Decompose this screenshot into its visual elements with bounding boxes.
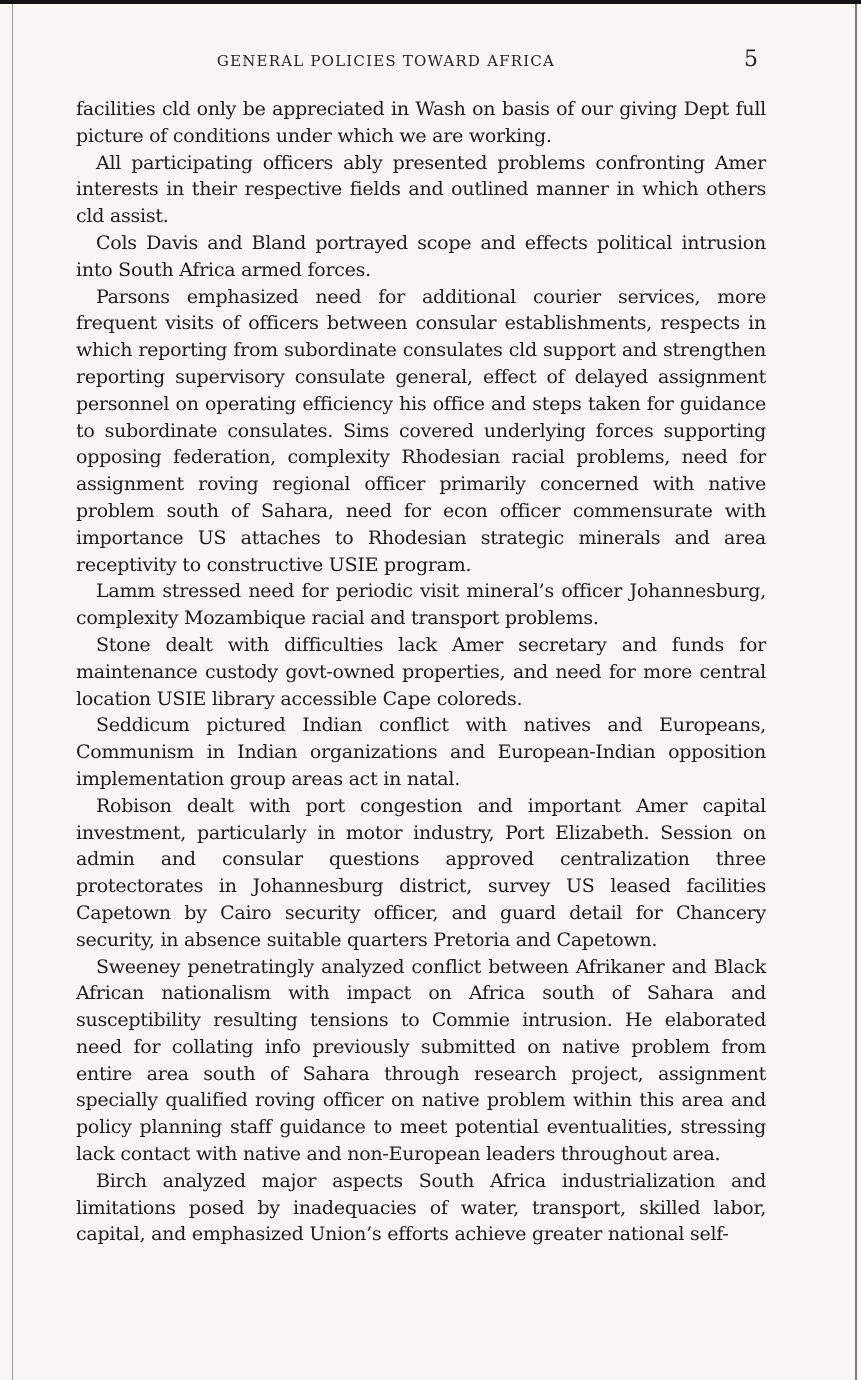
- page-header: [76, 47, 766, 94]
- top-border: [0, 0, 861, 4]
- running-head: GENERAL POLICIES TOWARD AFRICA: [216, 52, 556, 70]
- paragraph-9: Sweeney penetratingly analyzed conflict between Afrikaner and Black African nationalism with impact on Africa south of Sahara and susceptibility resulting tensions to Commie intrusion. He elaborated need for collating info previously submitted on native problem from entire area south of Sahara through research project, assignment specially qualified roving officer on native problem within this area and policy planning staff guidance to meet potential eventualities, stressing lack contact with native and non-European leaders throughout area.: [76, 955, 766, 1166]
- paragraph-7: Seddicum pictured Indian conflict with natives and Europeans, Communism in Indian organizations and European-Indian opposition implementation group areas act in natal.: [76, 714, 766, 790]
- page-number: 5: [744, 47, 758, 72]
- paragraph-2: All participating officers ably presented problems confronting Amer interests in their respective fields and outlined manner in which others cld assist.: [76, 151, 766, 228]
- paragraph-8: Robison dealt with port congestion and important Amer capital investment, particularly in motor industry, Port Elizabeth. Session on admin and consular questions approved centralization three protectorates in Johannesburg district, survey US leased facilities Capetown by Cairo security officer, and guard detail for Chancery security, in absence suitable quarters Pretoria and Capetown.: [76, 794, 766, 951]
- paragraph-6: Stone dealt with difficulties lack Amer secretary and funds for maintenance custody govt-owned properties, and need for more central location USIE library accessible Cape coloreds.: [76, 633, 766, 710]
- right-page-edge: [855, 4, 857, 1380]
- left-page-edge: [12, 4, 13, 1380]
- body-text: [76, 96, 766, 1248]
- paragraph-5: Lamm stressed need for periodic visit mineral’s officer Johannesburg, complexity Mozambique racial and transport problems.: [76, 580, 766, 630]
- paragraph-4: Parsons emphasized need for additional courier services, more frequent visits of officers between consular establishments, respects in which reporting from subordinate consulates cld support and strengthen reporting supervisory consulate general, effect of delayed assignment personnel on operating efficiency his office and steps taken for guidance to subordinate consulates. Sims covered underlying forces supporting opposing federation, complexity Rhodesian racial problems, need for assignment roving regional officer primarily concerned with native problem south of Sahara, need for econ officer commensurate with importance US attaches to Rhodesian strategic minerals and area receptivity to constructive USIE program.: [76, 285, 766, 576]
- paragraph-3: Cols Davis and Bland portrayed scope and effects political intrusion into South Africa armed forces.: [76, 231, 766, 281]
- paragraph-10: Birch analyzed major aspects South Africa industrialization and limitations posed by inadequacies of water, transport, skilled labor, capital, and emphasized Union’s efforts achieve greater national self-: [76, 1169, 766, 1246]
- document-page: [76, 47, 766, 1248]
- paragraph-1: facilities cld only be appreciated in Wash on basis of our giving Dept full picture of conditions under which we are working.: [76, 98, 766, 147]
